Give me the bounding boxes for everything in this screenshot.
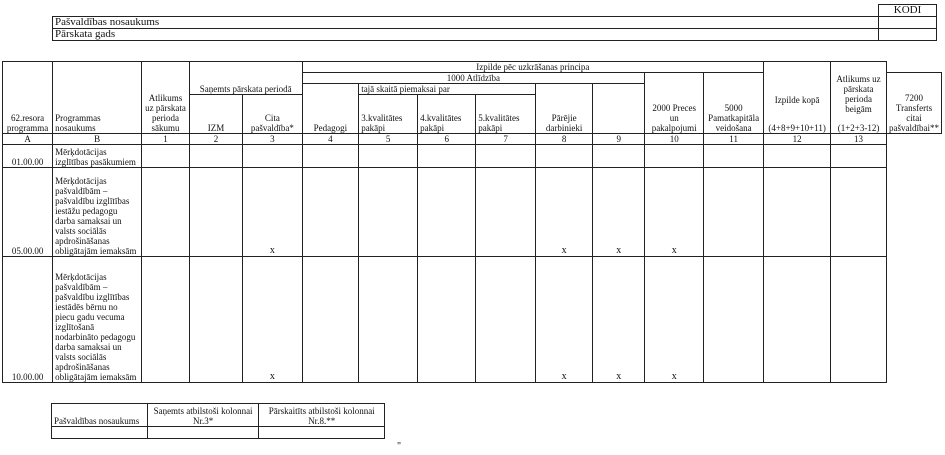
footer-mark: " — [397, 441, 402, 452]
summary-cell — [259, 427, 385, 439]
summary-cell — [52, 427, 148, 439]
row-code: 01.00.00 — [3, 145, 53, 168]
summary-table — [51, 403, 385, 439]
col-5000-header: 5000 Pamatkapitāla veidošana — [704, 73, 764, 134]
col-letter: 12 — [764, 134, 831, 145]
col-execution-header: Izpilde pēc uzkrāšanas principa — [302, 62, 764, 73]
cell — [536, 145, 593, 168]
cell-mark: x — [536, 168, 593, 257]
col-letter: 1 — [142, 134, 190, 145]
cell — [142, 257, 190, 383]
cell — [142, 168, 190, 257]
col-letter: 5 — [359, 134, 418, 145]
table-row — [3, 168, 942, 257]
cell — [704, 145, 764, 168]
cell — [831, 257, 887, 383]
col-balance-start-header: Atlikums uz pārskata perioda sākumu — [142, 62, 190, 134]
cell — [418, 168, 476, 257]
cell — [593, 145, 645, 168]
col-total-formula: (4+8+9+10+11) — [768, 123, 826, 133]
cell — [645, 145, 704, 168]
row-name: Mērķdotācijas pašvaldībām – pašvaldību izglītības iestādēs bērnu no piecu gadu vecuma izglītošanā nodarbināto pedagogu darba samaksai un valsts sociālās apdrošināšanas obligātajām iemaksām — [53, 257, 142, 383]
col-1000-header: 1000 Atlīdzība — [302, 73, 645, 84]
col-letter: 8 — [536, 134, 593, 145]
col-letter: 6 — [418, 134, 476, 145]
cell — [302, 257, 359, 383]
col-program-header: 62.resora programma — [3, 62, 53, 134]
col-letter: B — [53, 134, 142, 145]
header-table — [52, 4, 937, 41]
col-izm-header: IZM — [189, 95, 242, 134]
main-table — [2, 61, 942, 383]
cell — [764, 257, 831, 383]
cell-mark: x — [593, 257, 645, 383]
cell-mark: x — [536, 257, 593, 383]
col-q5-header: 5.kvalitātes pakāpi — [476, 95, 536, 134]
cell-mark: x — [593, 168, 645, 257]
col-total-label: Izpilde kopā — [774, 95, 820, 105]
cell — [359, 257, 418, 383]
col-pedagogi-header: Pedagogi — [302, 84, 359, 134]
report-year-code-cell — [879, 29, 937, 41]
row-code: 10.00.00 — [3, 257, 53, 383]
col-letter: 7 — [476, 134, 536, 145]
cell — [359, 145, 418, 168]
col-letter: A — [3, 134, 53, 145]
col-other-staff-header: Pārējie darbinieki — [536, 84, 593, 134]
col-letter: 4 — [302, 134, 359, 145]
cell — [831, 145, 887, 168]
municipality-code-cell — [879, 17, 937, 29]
cell — [418, 145, 476, 168]
table-row — [3, 145, 942, 168]
col-other-muni-header: Cita pašvaldība* — [243, 95, 302, 134]
cell — [189, 257, 242, 383]
col-2000-header: 2000 Preces un pakalpojumi — [645, 73, 704, 134]
col-q4-header: 4.kvalitātes pakāpi — [418, 95, 476, 134]
col-letter: 10 — [645, 134, 704, 145]
summary-name-label: Pašvaldības nosaukums — [52, 404, 148, 427]
col-letter: 9 — [593, 134, 645, 145]
row-name: Mērķdotācijas izglītības pasākumiem — [53, 145, 142, 168]
col-balance-end-header — [831, 62, 887, 134]
row-code: 05.00.00 — [3, 168, 53, 257]
report-year-label: Pārskata gads — [53, 29, 879, 41]
cell — [704, 168, 764, 257]
summary-received-label: Saņemts atbilstoši kolonnai Nr.3* — [147, 404, 259, 427]
cell — [764, 168, 831, 257]
row-name: Mērķdotācijas pašvaldībām – pašvaldību izglītības iestāžu pedagogu darba samaksai un valsts sociālās apdrošināšanas obligātajām iemaksām — [53, 168, 142, 257]
col-incl-bonus-header: tajā skaitā piemaksai par — [359, 84, 536, 95]
col-received-header: Saņemts pārskata periodā — [189, 84, 302, 95]
cell — [302, 145, 359, 168]
cell — [302, 168, 359, 257]
municipality-name-label: Pašvaldības nosaukums — [53, 17, 879, 29]
cell — [764, 145, 831, 168]
col-7200-header: 7200 Transferts citai pašvaldībai** — [887, 73, 942, 134]
cell — [359, 168, 418, 257]
cell-mark: x — [243, 257, 302, 383]
cell — [476, 145, 536, 168]
summary-cell — [147, 427, 259, 439]
summary-transferred-label: Pārskaitīts atbilstoši kolonnai Nr.8.** — [259, 404, 385, 427]
kodi-label: KODI — [879, 5, 937, 17]
cell — [189, 168, 242, 257]
cell — [476, 257, 536, 383]
col-letter: 3 — [243, 134, 302, 145]
col-q3-header: 3.kvalitātes pakāpi — [359, 95, 418, 134]
cell — [418, 257, 476, 383]
cell — [831, 168, 887, 257]
cell — [704, 257, 764, 383]
cell — [476, 168, 536, 257]
cell — [142, 145, 190, 168]
col-balance-end-formula: (1+2+3-12) — [837, 123, 880, 133]
col-letter: 2 — [189, 134, 242, 145]
cell-mark: x — [243, 168, 302, 257]
cell-mark: x — [645, 168, 704, 257]
col-program-name-header: Programmas nosaukums — [53, 62, 142, 134]
col-letter: 13 — [831, 134, 887, 145]
table-row — [3, 257, 942, 383]
col-balance-end-label: Atlikums uz pārskata perioda beigām — [836, 74, 881, 114]
cell — [243, 145, 302, 168]
cell-mark: x — [645, 257, 704, 383]
col-letter: 11 — [704, 134, 764, 145]
col-total-header — [764, 62, 831, 134]
cell — [189, 145, 242, 168]
